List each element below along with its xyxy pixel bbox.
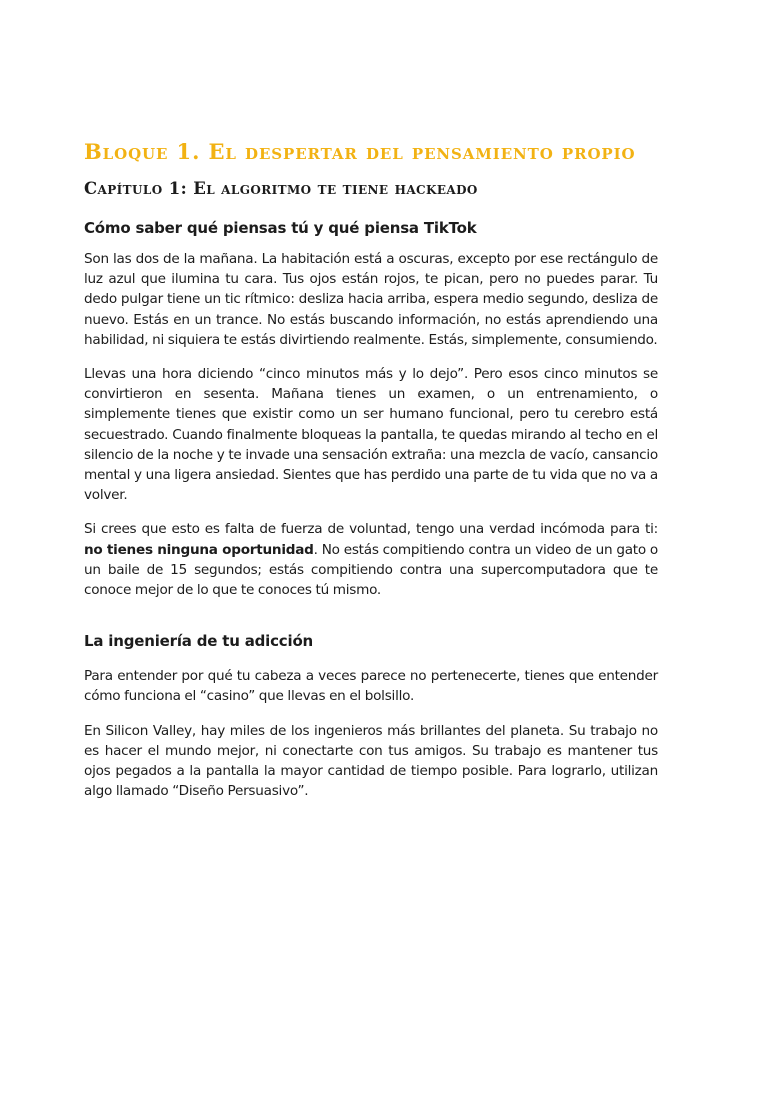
section-heading: La ingeniería de tu adicción <box>84 632 314 651</box>
block-title: Bloque 1. El despertar del pensamiento propio <box>84 139 636 164</box>
emphasis-text: no tienes ninguna oportunidad <box>84 541 314 558</box>
paragraph: Para entender por qué tu cabeza a veces parece no pertenecerte, tienes que entender cómo funciona el “casino” que llevas en el bolsillo. <box>84 668 658 705</box>
chapter-title: Capítulo 1: El algoritmo te tiene hackeado <box>84 179 478 198</box>
document-page <box>84 138 658 801</box>
paragraph-text: . No estás compitiendo contra un video de un gato o un baile de 15 segundos; estás compitiendo contra una supercomputadora que te conoce mejor de lo que te conoces tú mismo. <box>84 541 659 599</box>
section-heading: Cómo saber qué piensas tú y qué piensa TikTok <box>84 219 477 237</box>
section-algorithm <box>84 217 658 600</box>
paragraph: En Silicon Valley, hay miles de los ingenieros más brillantes del planeta. Su trabajo no es hacer el mundo mejor, ni conectarte con tus amigos. Su trabajo es mantener tus ojos pegados a la pantalla la mayor cantidad de tiempo posible. Para lograrlo, utilizan algo llamado “Diseño Persuasivo”. <box>84 722 658 800</box>
paragraph: Llevas una hora diciendo “cinco minutos más y lo dejo”. Pero esos cinco minutos se convirtieron en sesenta. Mañana tienes un examen, o un entrenamiento, o simplemente tienes que existir como un ser humano funcional, pero tu cerebro está secuestrado. Cuando finalmente bloqueas la pantalla, te quedas mirando al techo en el silencio de la noche y te invade una sensación extraña: una mezcla de vacío, cansancio mental y una ligera ansiedad. Sientes que has perdido una parte de tu vida que no va a volver. <box>84 366 658 504</box>
paragraph-text: Si crees que esto es falta de fuerza de voluntad, tengo una verdad incómoda para ti: <box>84 521 658 538</box>
paragraph <box>84 519 658 600</box>
section-addiction-engineering <box>84 630 658 801</box>
paragraph: Son las dos de la mañana. La habitación está a oscuras, excepto por ese rectángulo de luz azul que ilumina tu cara. Tus ojos están rojos, te pican, pero no puedes parar. Tu dedo pulgar tiene un tic rítmico: desliza hacia arriba, espera medio segundo, desliza de nuevo. Estás en un trance. No estás buscando información, no estás aprendiendo una habilidad, ni siquiera te estás divirtiendo realmente. Estás, simplemente, consumiendo. <box>84 251 658 348</box>
